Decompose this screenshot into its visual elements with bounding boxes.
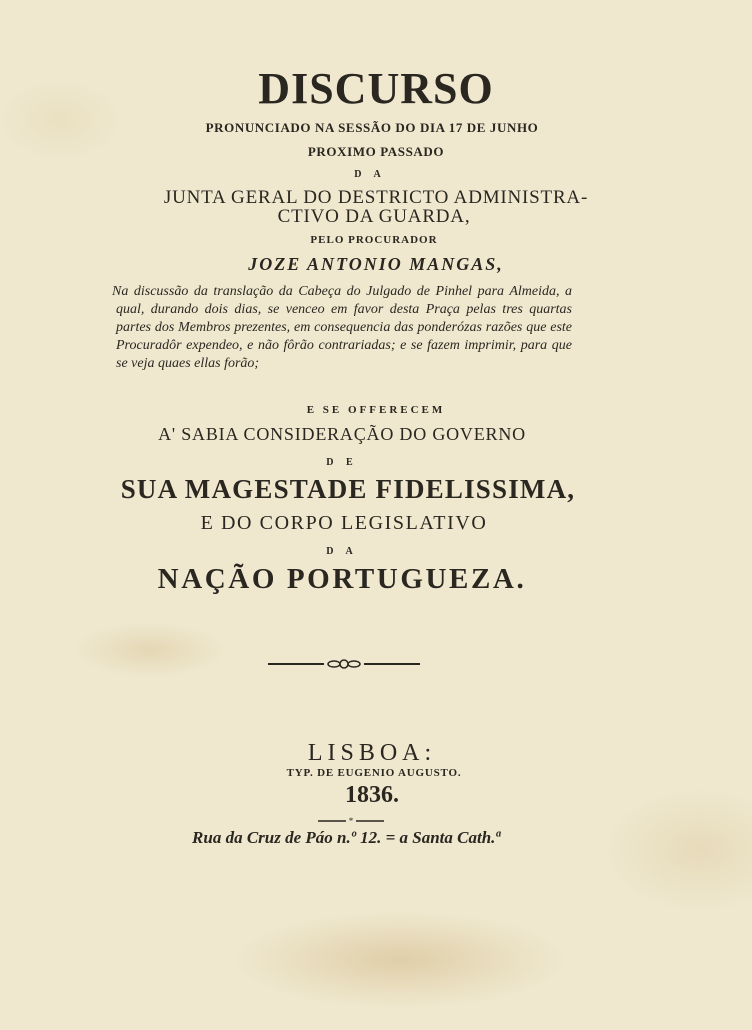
da-2: D A bbox=[326, 546, 358, 557]
ornament-divider bbox=[268, 657, 420, 671]
title: DISCURSO bbox=[258, 64, 494, 113]
nacao-portugueza: NAÇÃO PORTUGUEZA. bbox=[157, 563, 527, 595]
corpo-legislativo: E DO CORPO LEGISLATIVO bbox=[200, 512, 488, 534]
da-1: D A bbox=[354, 169, 386, 180]
sabia-consideracao: A' SABIA CONSIDERAÇÃO DO GOVERNO bbox=[158, 424, 526, 444]
author: JOZE ANTONIO MANGAS, bbox=[248, 254, 504, 274]
address: Rua da Cruz de Páo n.º 12. = a Santa Cath.ª bbox=[192, 828, 500, 847]
subtitle-line-1: PRONUNCIADO NA SESSÃO DO DIA 17 DE JUNHO bbox=[205, 120, 539, 135]
subtitle-line-2: PROXIMO PASSADO bbox=[307, 144, 445, 159]
offerecem: E SE OFFERECEM bbox=[306, 404, 446, 416]
city: LISBOA: bbox=[307, 740, 437, 766]
junta-line-1: JUNTA GERAL DO DESTRICTO ADMINISTRA- bbox=[163, 187, 589, 208]
magestade: SUA MAGESTADE FIDELISSIMA, bbox=[120, 474, 576, 504]
small-divider bbox=[318, 817, 384, 825]
description-paragraph: Na discussão da translação da Cabeça do Julgado de Pinhel para Almeida, a qual, durando dois dias, se venceo em favor desta Praça pelas tres quartas partes dos Membros prezentes, em consequencia das ponderózas razões que este Procuradôr expendeo, e não fôrão contrariadas; e se fazem imprimir, para que se veja quaes ellas forão; bbox=[112, 284, 572, 371]
year: 1836. bbox=[345, 782, 399, 808]
svg-text:*: * bbox=[348, 817, 354, 825]
pelo-procurador: PELO PROCURADOR bbox=[310, 234, 438, 246]
junta-line-2: CTIVO DA GUARDA, bbox=[277, 206, 471, 227]
de: D E bbox=[326, 457, 358, 468]
typography: TYP. DE EUGENIO AUGUSTO. bbox=[286, 767, 462, 779]
